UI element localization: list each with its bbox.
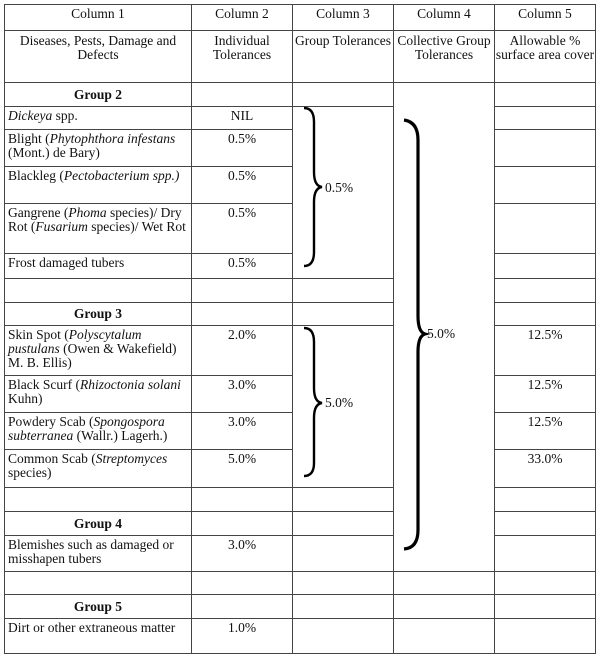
col1-number: Column 1 <box>5 5 192 31</box>
col1-title: Diseases, Pests, Damage and Defects <box>5 31 192 83</box>
name-text: Gangrene ( <box>8 205 69 220</box>
scientific-name: Fusarium <box>35 219 88 234</box>
name-text: species) <box>8 465 52 480</box>
scientific-name: Polyscytalum pustulans <box>8 327 142 356</box>
surface-cover <box>495 254 596 279</box>
collective-tolerance: 5.0% <box>427 326 456 341</box>
individual-tolerance: 1.0% <box>192 619 293 654</box>
individual-tolerance: 2.0% <box>192 326 293 376</box>
disease-name <box>5 376 192 413</box>
name-text: Frost damaged tubers <box>8 255 125 270</box>
name-text: (Wallr.) Lagerh.) <box>73 428 168 443</box>
scientific-name: Phoma <box>68 205 107 220</box>
disease-name <box>5 130 192 167</box>
surface-cover: 12.5% <box>495 376 596 413</box>
disease-name <box>5 536 192 572</box>
scientific-name: Spongospora subterranea <box>8 414 165 443</box>
name-text: Blackleg ( <box>8 168 64 183</box>
scientific-name: Rhizoctonia solani <box>79 377 181 392</box>
disease-name <box>5 619 192 654</box>
surface-cover: 12.5% <box>495 413 596 450</box>
disease-name <box>5 204 192 254</box>
scientific-name: Streptomyces <box>95 451 168 466</box>
disease-name <box>5 107 192 130</box>
name-text: Blight ( <box>8 131 50 146</box>
name-text: spp. <box>52 108 78 123</box>
disease-name <box>5 450 192 488</box>
individual-tolerance: 3.0% <box>192 376 293 413</box>
surface-cover: 33.0% <box>495 450 596 488</box>
surface-cover <box>495 107 596 130</box>
individual-tolerance: 5.0% <box>192 450 293 488</box>
surface-cover <box>495 167 596 204</box>
surface-cover <box>495 130 596 167</box>
col5-title: Allowable % surface area cover <box>495 31 596 83</box>
surface-cover: 12.5% <box>495 326 596 376</box>
individual-tolerance: 3.0% <box>192 536 293 572</box>
disease-name <box>5 326 192 376</box>
name-text: Black Scurf ( <box>8 377 80 392</box>
scientific-name: Phytophthora infestans <box>49 131 176 146</box>
surface-cover <box>495 536 596 572</box>
col3-title: Group Tolerances <box>293 31 394 83</box>
individual-tolerance: 0.5% <box>192 130 293 167</box>
disease-name <box>5 413 192 450</box>
group-heading: Group 5 <box>5 595 192 619</box>
group-heading: Group 2 <box>5 83 192 107</box>
individual-tolerance: 0.5% <box>192 254 293 279</box>
surface-cover <box>495 619 596 654</box>
name-text: Dirt or other extraneous matter <box>8 620 176 635</box>
surface-cover <box>495 204 596 254</box>
group2-tolerance: 0.5% <box>325 180 354 195</box>
individual-tolerance: NIL <box>192 107 293 130</box>
name-text: (Owen & Wakefield) M. B. Ellis) <box>8 341 177 370</box>
group-heading: Group 3 <box>5 303 192 326</box>
name-text: (Mont.) de Bary) <box>8 145 100 160</box>
name-text: Kuhn) <box>8 391 43 406</box>
col2-number: Column 2 <box>192 5 293 31</box>
col4-title: Collective Group Tolerances <box>394 31 495 83</box>
disease-name <box>5 254 192 279</box>
group-heading: Group 4 <box>5 512 192 536</box>
individual-tolerance: 0.5% <box>192 167 293 204</box>
name-text: Powdery Scab ( <box>8 414 94 429</box>
group3-tolerance: 5.0% <box>325 395 354 410</box>
col4-number: Column 4 <box>394 5 495 31</box>
name-text: Common Scab ( <box>8 451 96 466</box>
name-text: Blemishes such as damaged or misshapen tubers <box>8 537 174 566</box>
col5-number: Column 5 <box>495 5 596 31</box>
name-text: species)/ Dry Rot ( <box>8 205 182 234</box>
col3-number: Column 3 <box>293 5 394 31</box>
col2-title: Individual Tolerances <box>192 31 293 83</box>
disease-name <box>5 167 192 204</box>
individual-tolerance: 3.0% <box>192 413 293 450</box>
name-text: Skin Spot ( <box>8 327 69 342</box>
scientific-name: Dickeya <box>8 108 53 123</box>
tolerance-table <box>4 4 596 654</box>
scientific-name: Pectobacterium spp.) <box>63 168 180 183</box>
name-text: species)/ Wet Rot <box>87 219 186 234</box>
individual-tolerance: 0.5% <box>192 204 293 254</box>
